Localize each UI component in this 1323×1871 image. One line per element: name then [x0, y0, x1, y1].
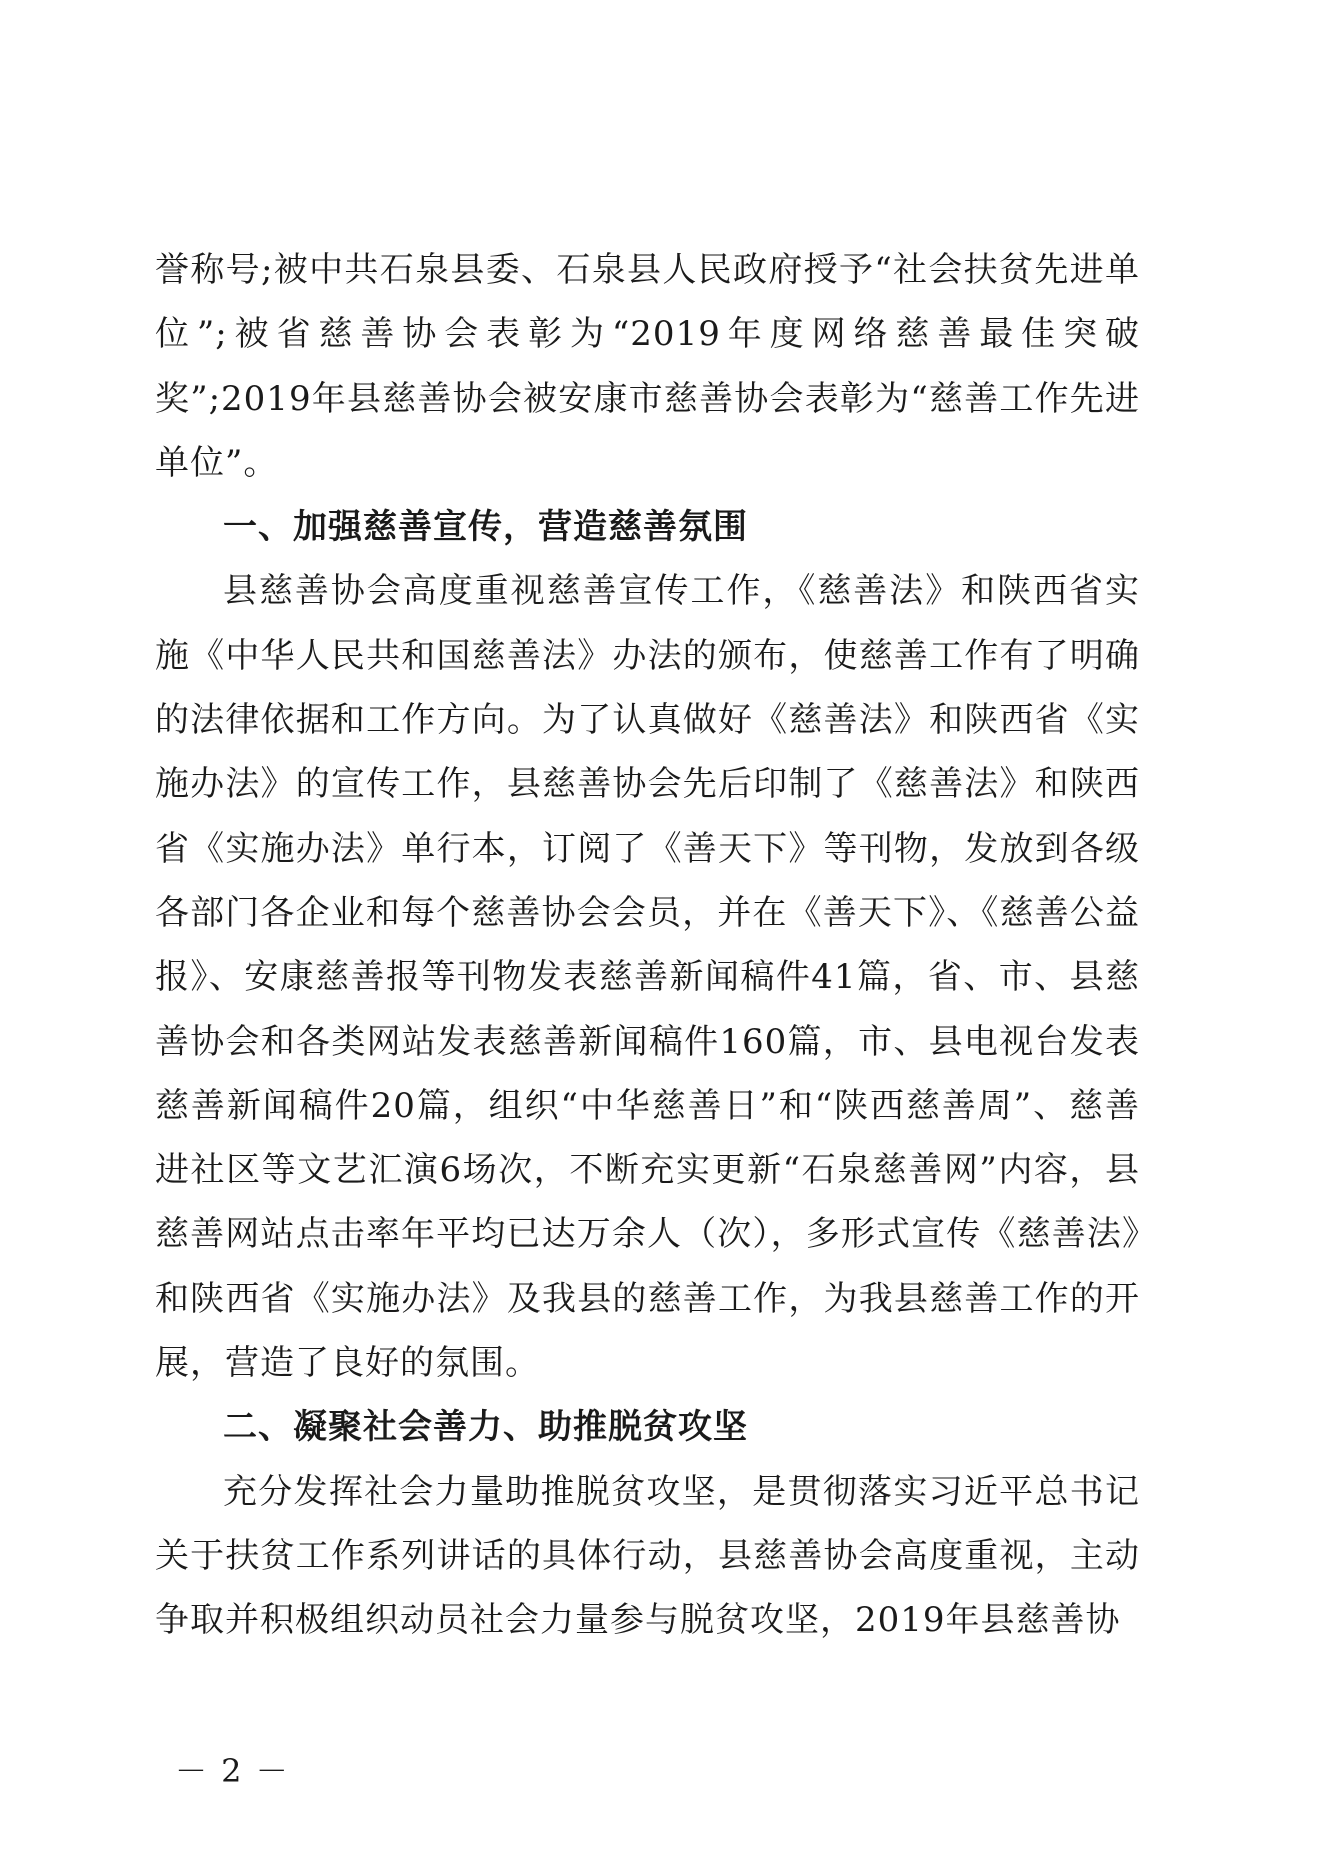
section-heading: 一、加强慈善宣传，营造慈善氛围: [223, 507, 748, 548]
body-paragraph: 充分发挥社会力量助推脱贫攻坚，是贯彻落实习近平总书记关于扶贫工作系列讲话的具体行动，县慈善协会高度重视，主动争取并积极组织动员社会力量参与脱贫攻坚，2019年县慈善协: [155, 1471, 1140, 1641]
body-paragraph: 县慈善协会高度重视慈善宣传工作，《慈善法》和陕西省实施《中华人民共和国慈善法》办法的颁布，使慈善工作有了明确的法律依据和工作方向。为了认真做好《慈善法》和陕西省《实施办法》的宣传工作，县慈善协会先后印制了《慈善法》和陕西省《实施办法》单行本，订阅了《善天下》等刊物，发放到各级各部门各企业和每个慈善协会会员，并在《善天下》、《慈善公益报》、安康慈善报等刊物发表慈善新闻稿件41篇，省、市、县慈善协会和各类网站发表慈善新闻稿件160篇，市、县电视台发表慈善新闻稿件20篇，组织“中华慈善日”和“陕西慈善周”、慈善进社区等文艺汇演6场次，不断充实更新“石泉慈善网”内容，县慈善网站点击率年平均已达万余人（次），多形式宣传《慈善法》和陕西省《实施办法》及我县的慈善工作，为我县慈善工作的开展，营造了良好的氛围。: [155, 571, 1140, 1384]
body-paragraph: 誉称号;被中共石泉县委、石泉县人民政府授予“社会扶贫先进单位”;被省慈善协会表彰为“2019年度网络慈善最佳突破奖”;2019年县慈善协会被安康市慈善协会表彰为“慈善工作先进单位”。: [155, 250, 1140, 483]
section-heading: 二、凝聚社会善力、助推脱贫攻坚: [223, 1407, 748, 1448]
page-number: － 2 －: [175, 1752, 290, 1790]
document-page: [155, 238, 1140, 1653]
